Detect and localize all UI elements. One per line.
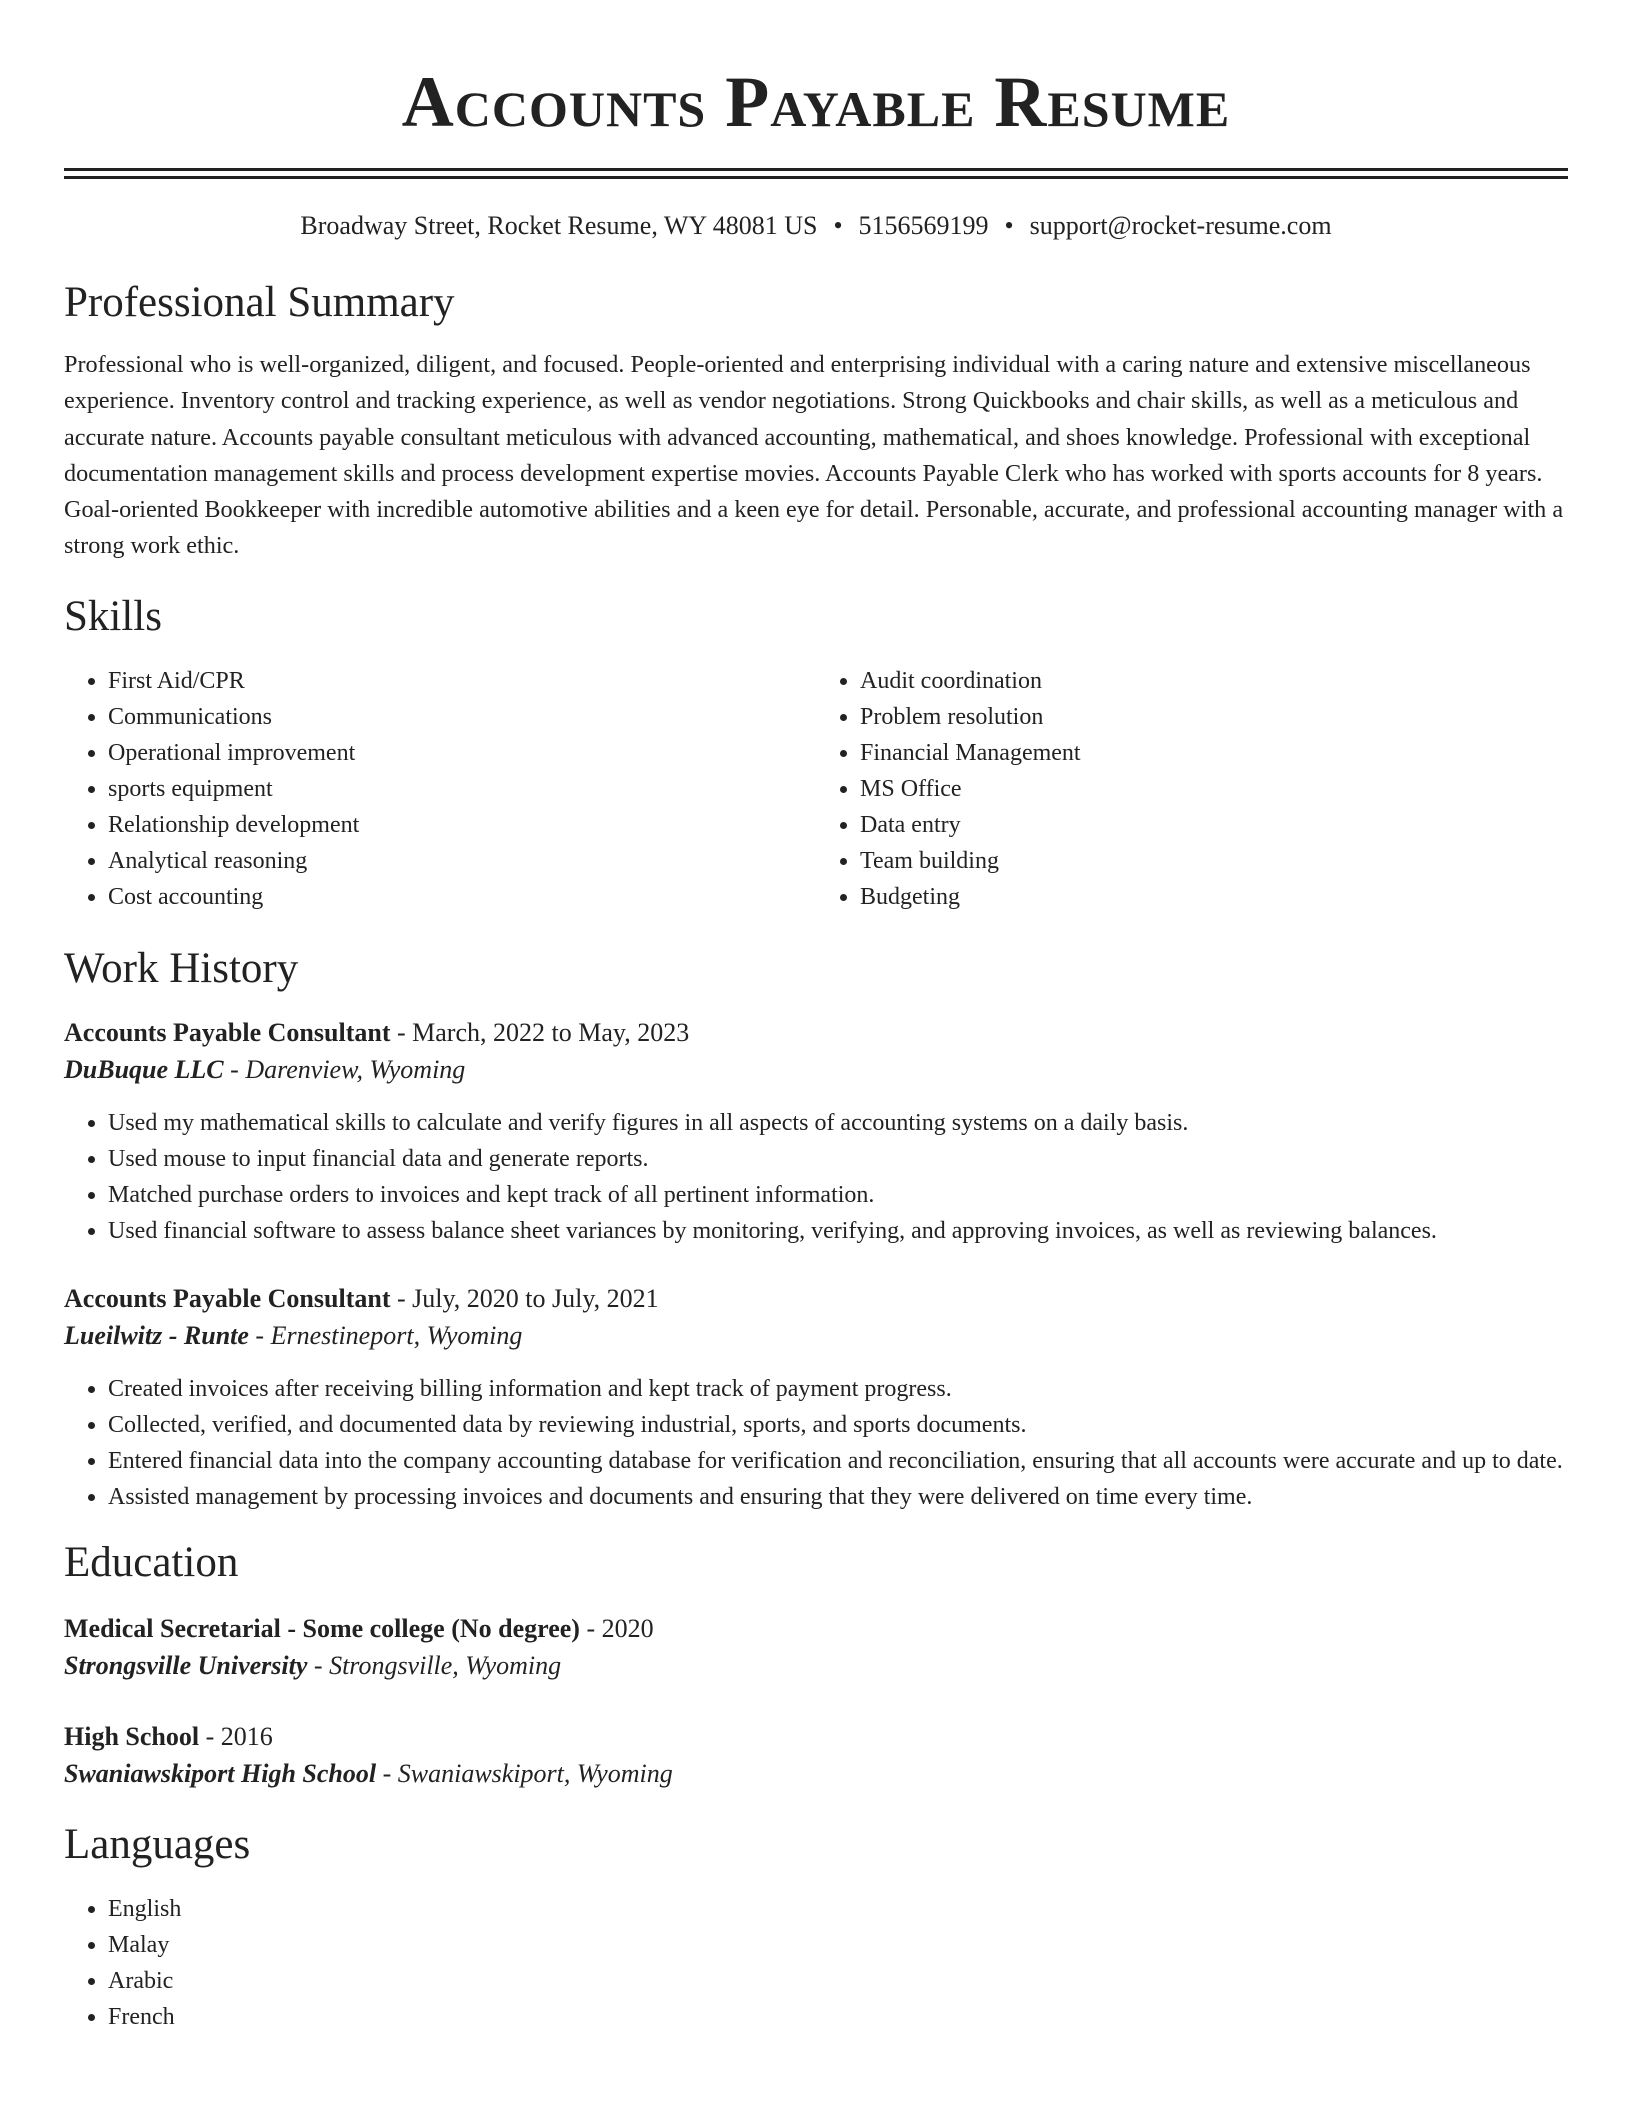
job-location: - Ernestineport, Wyoming — [248, 1320, 523, 1350]
skill-item: • Relationship development — [108, 807, 816, 843]
work-history-section — [64, 943, 1568, 1515]
summary-section — [64, 277, 1568, 565]
language-item: • Malay — [108, 1927, 1568, 1963]
job-title-line — [64, 1015, 1568, 1051]
job-bullet: • Entered financial data into the company accounting database for verification and reconciliation, ensuring that all accounts were accurate and up to date. — [108, 1443, 1568, 1479]
job-company: Lueilwitz - Runte — [64, 1320, 249, 1350]
job-company: DuBuque LLC — [64, 1054, 224, 1084]
education-section — [64, 1537, 1568, 1793]
education-location: - Strongsville, Wyoming — [307, 1650, 562, 1680]
contact-line — [64, 209, 1568, 243]
skills-right-list — [816, 663, 1568, 915]
education-location: - Swaniawskiport, Wyoming — [376, 1758, 673, 1788]
education-school-line — [64, 1647, 1568, 1685]
job-bullet: • Matched purchase orders to invoices and kept track of all pertinent information. — [108, 1177, 1568, 1213]
resume-page — [64, 0, 1568, 2035]
skill-item: • Cost accounting — [108, 879, 816, 915]
contact-phone: 5156569199 — [858, 211, 989, 240]
skill-item: • Data entry — [860, 807, 1568, 843]
language-item: • English — [108, 1891, 1568, 1927]
skill-item: • Budgeting — [860, 879, 1568, 915]
job-bullets — [64, 1105, 1568, 1249]
education-year: - 2020 — [579, 1613, 654, 1643]
education-school: Strongsville University — [64, 1650, 308, 1680]
education-school-line — [64, 1755, 1568, 1793]
skill-item: • MS Office — [860, 771, 1568, 807]
education-entry — [64, 1719, 1568, 1793]
job-bullets — [64, 1371, 1568, 1515]
job-entry — [64, 1015, 1568, 1249]
job-bullet: • Collected, verified, and documented data by reviewing industrial, sports, and sports documents. — [108, 1407, 1568, 1443]
job-company-line — [64, 1051, 1568, 1089]
education-degree-line — [64, 1719, 1568, 1755]
summary-heading: Professional Summary — [64, 279, 455, 326]
job-bullet: • Used my mathematical skills to calculate and verify figures in all aspects of accounting systems on a daily basis. — [108, 1105, 1568, 1141]
resume-title: Accounts Payable Resume — [401, 62, 1231, 142]
education-heading: Education — [64, 1538, 239, 1586]
title-double-rule — [64, 168, 1568, 179]
skills-section — [64, 591, 1568, 915]
job-bullet: • Used mouse to input financial data and generate reports. — [108, 1141, 1568, 1177]
skills-columns — [64, 663, 1568, 915]
skill-item: • Communications — [108, 699, 816, 735]
education-school: Swaniawskiport High School — [64, 1758, 377, 1788]
education-year: - 2016 — [199, 1721, 273, 1751]
skill-item: • Problem resolution — [860, 699, 1568, 735]
job-bullet: • Created invoices after receiving billing information and kept track of payment progress. — [108, 1371, 1568, 1407]
job-entry — [64, 1281, 1568, 1515]
education-degree: Medical Secretarial - Some college (No degree) — [64, 1613, 580, 1643]
language-item: • French — [108, 1999, 1568, 2035]
job-bullet: • Used financial software to assess balance sheet variances by monitoring, verifying, and approving invoices, as well as reviewing balances. — [108, 1213, 1568, 1249]
skill-item: • Team building — [860, 843, 1568, 879]
education-degree: High School — [64, 1721, 200, 1751]
language-item: • Arabic — [108, 1963, 1568, 1999]
contact-separator: • — [1004, 211, 1014, 240]
education-entry — [64, 1611, 1568, 1685]
job-location: - Darenview, Wyoming — [223, 1054, 466, 1084]
job-dates: - March, 2022 to May, 2023 — [390, 1017, 690, 1047]
job-bullet: • Assisted management by processing invoices and documents and ensuring that they were delivered on time every time. — [108, 1479, 1568, 1515]
skill-item: • Financial Management — [860, 735, 1568, 771]
contact-address: Broadway Street, Rocket Resume, WY 48081 US — [300, 211, 818, 240]
job-dates: - July, 2020 to July, 2021 — [390, 1283, 659, 1313]
contact-separator: • — [833, 211, 843, 240]
skill-item: • sports equipment — [108, 771, 816, 807]
skills-heading: Skills — [64, 592, 162, 640]
contact-email: support@rocket-resume.com — [1029, 211, 1332, 240]
job-company-line — [64, 1317, 1568, 1355]
job-title: Accounts Payable Consultant — [64, 1283, 391, 1313]
skill-item: • Audit coordination — [860, 663, 1568, 699]
skill-item: • First Aid/CPR — [108, 663, 816, 699]
skill-item: • Analytical reasoning — [108, 843, 816, 879]
job-title-line — [64, 1281, 1568, 1317]
skill-item: • Operational improvement — [108, 735, 816, 771]
work-history-heading: Work History — [64, 944, 299, 992]
languages-section — [64, 1819, 1568, 2035]
skills-left-list — [64, 663, 816, 915]
job-title: Accounts Payable Consultant — [64, 1017, 391, 1047]
languages-heading: Languages — [64, 1820, 251, 1868]
languages-list — [64, 1891, 1568, 2035]
summary-text: Professional who is well-organized, diligent, and focused. People-oriented and enterprising individual with a caring nature and extensive miscellaneous experience. Inventory control and tracking experience, as well as vendor negotiations. Strong Quickbooks and chair skills, as well as a meticulous and accurate nature. Accounts payable consultant meticulous with advanced accounting, mathematical, and shoes knowledge. Professional with exceptional documentation management skills and process development expertise movies. Accounts Payable Clerk who has worked with sports accounts for 8 years. Goal-oriented Bookkeeper with incredible automotive abilities and a keen eye for detail. Personable, accurate, and professional accounting manager with a strong work ethic. — [64, 351, 1564, 560]
education-degree-line — [64, 1611, 1568, 1647]
